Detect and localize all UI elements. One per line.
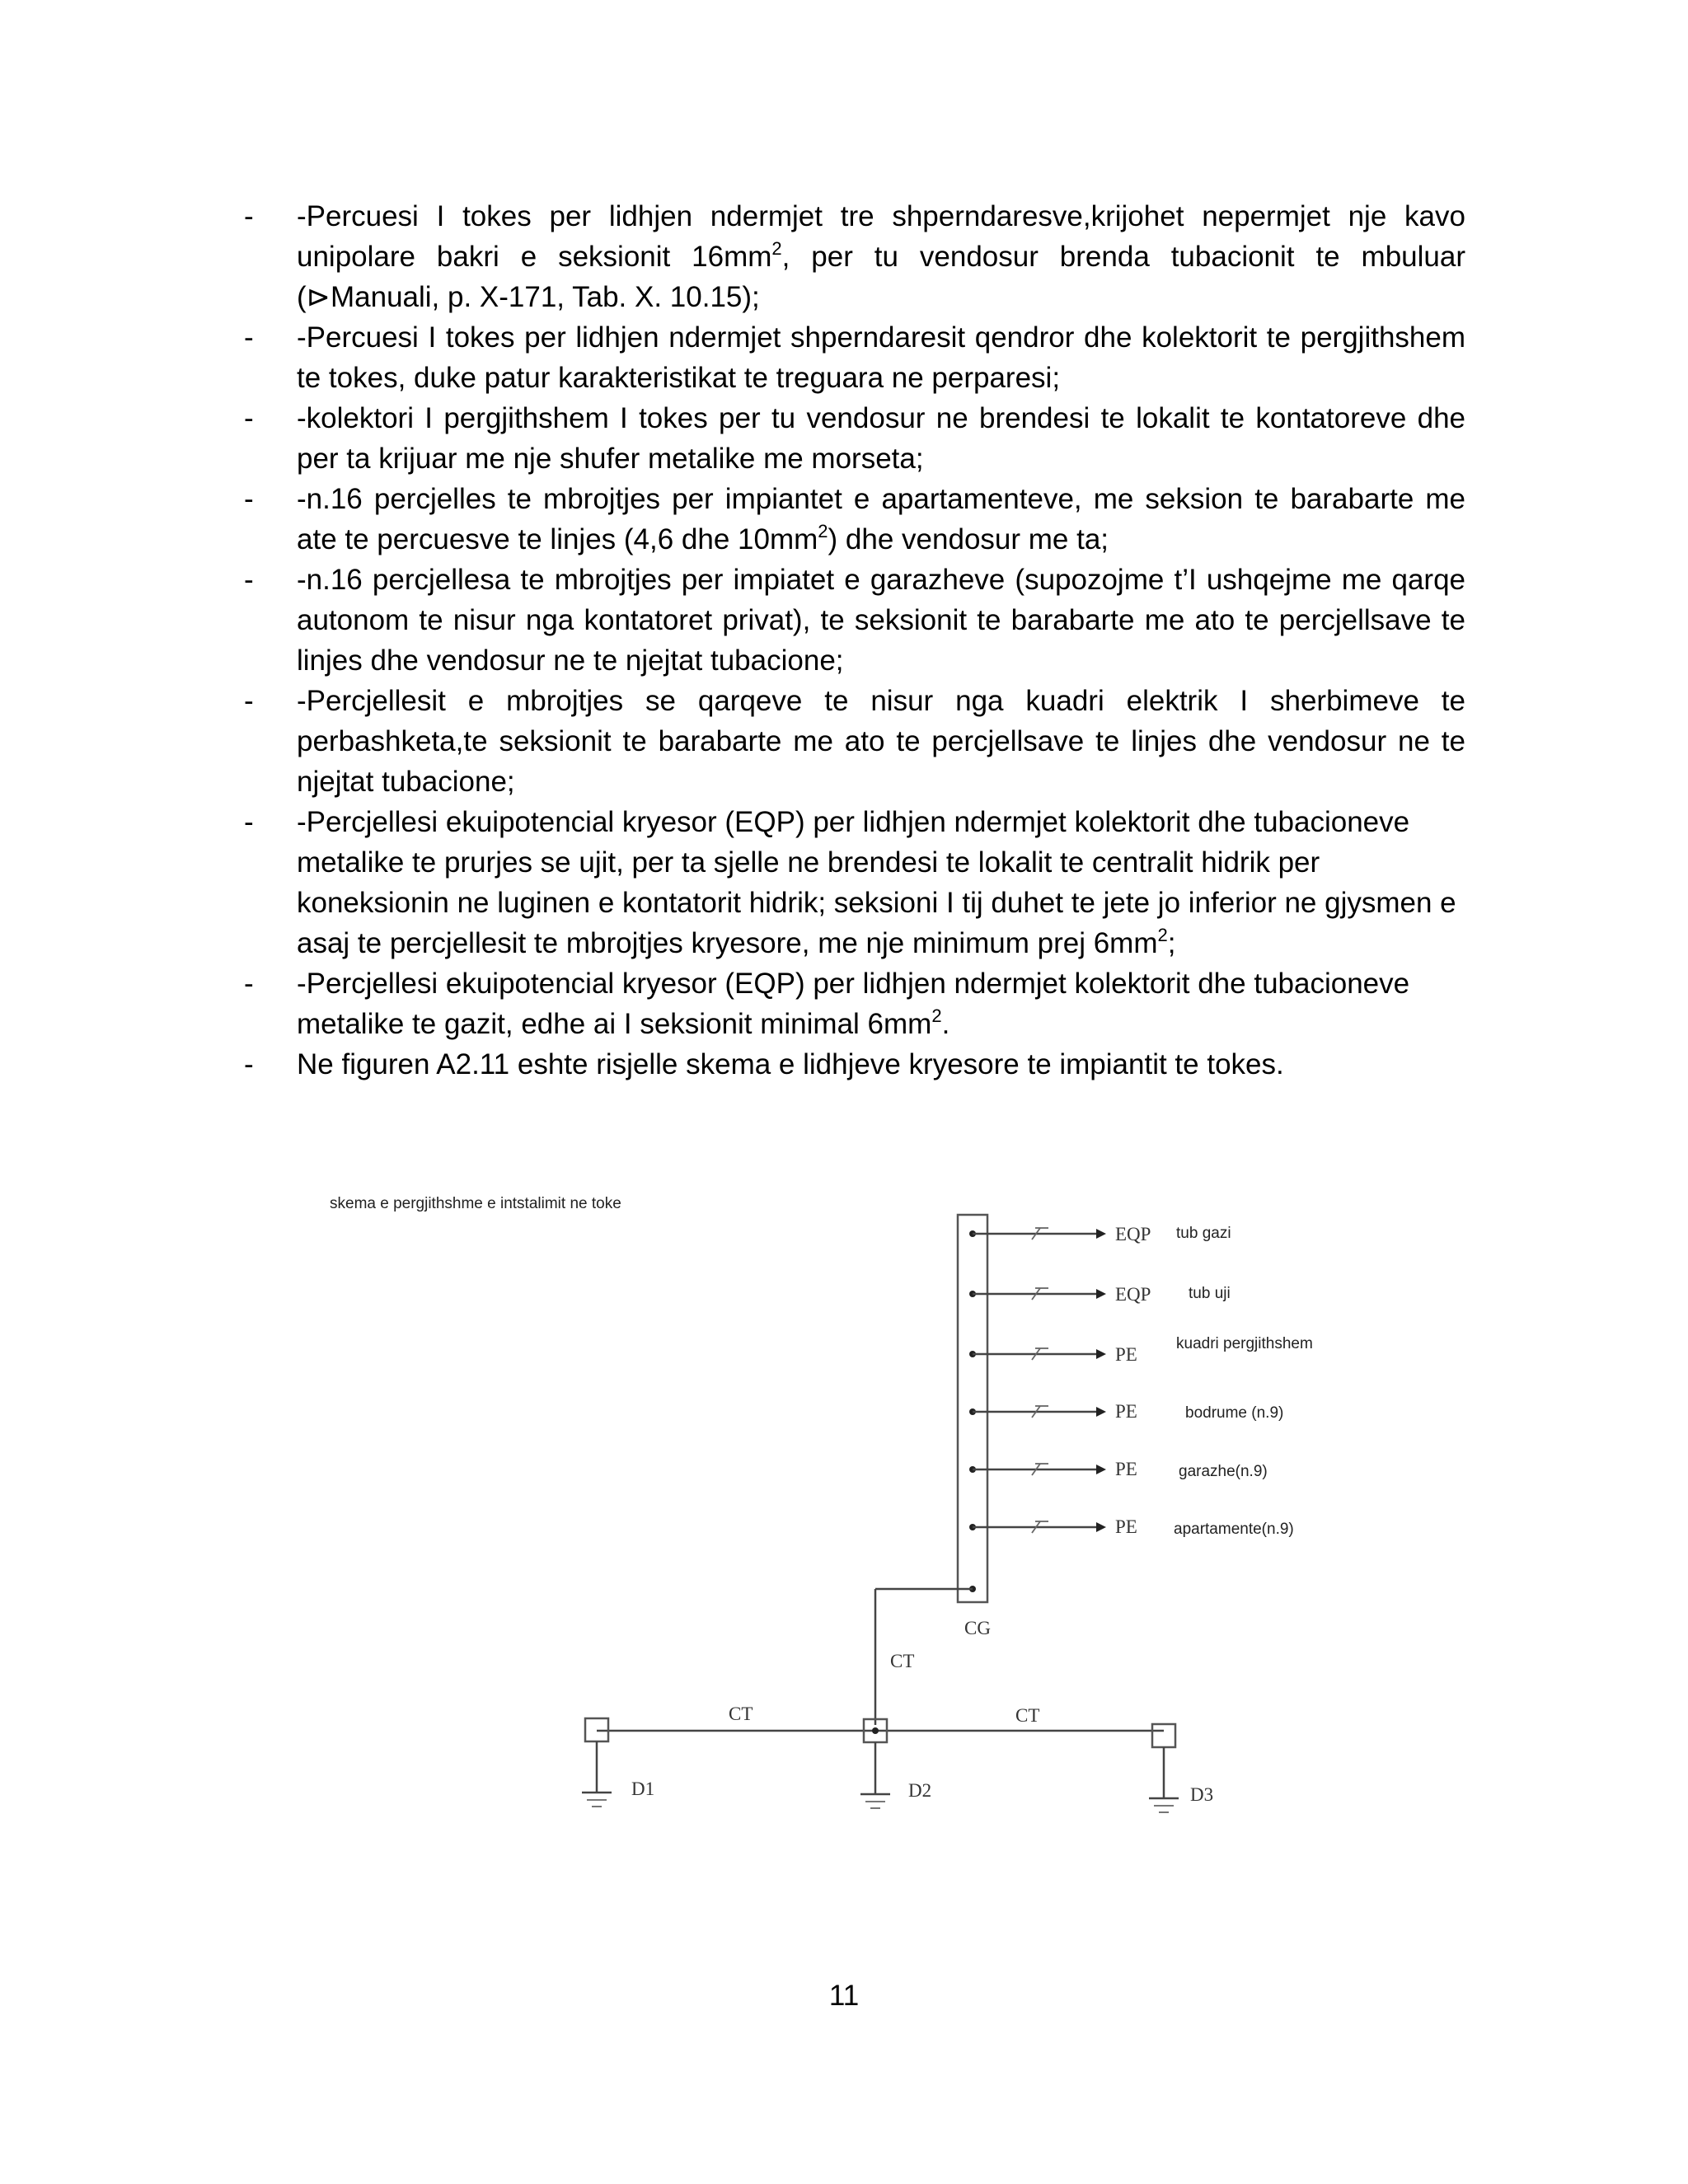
bullet-dash: -	[244, 483, 254, 515]
output-type: PE	[1115, 1401, 1137, 1422]
list-item: - -Percjellesit e mbrojtjes se qarqeve te nisur nga kuadri elektrik I sherbimeve te perbashketa,te seksionit te barabarte me ato te percjellsave te linjes dhe vendosur ne te njejtat tubacione;	[244, 681, 1465, 802]
bullet-dash: -	[244, 1048, 254, 1080]
bullet-dash: -	[244, 685, 254, 717]
ground-disperser	[860, 1719, 931, 1808]
list-item: - -n.16 percjelles te mbrojtjes per impiantet e apartamenteve, me seksion te barabarte me ate te percuesve te linjes (4,6 dhe $10mm^2$) dhe vendosur me ta;	[244, 479, 1465, 560]
output-row	[969, 1459, 1268, 1480]
list-item: - -Percjellesi ekuipotencial kryesor (EQP) per lidhjen ndermjet kolektorit dhe tubacioneve metalike te prurjes se ujit, per ta sjelle ne brendesi te lokalit te centralit hidrik per koneksionin ne luginen e kontatorit hidrik; seksioni I tij duhet te jete jo inferior ne gjysmen e asaj te percjellesit te mbrojtjes kryesore, me nje minimum prej $6mm^2$;	[244, 802, 1465, 963]
disperser-label: D2	[908, 1780, 932, 1801]
output-description: bodrume (n.9)	[1185, 1404, 1284, 1422]
output-type: PE	[1115, 1344, 1137, 1365]
output-type: PE	[1115, 1516, 1137, 1537]
list-item: - -Percuesi I tokes per lidhjen ndermjet tre shperndaresve,krijohet nepermjet nje kavo unipolare bakri e seksionit $16mm^2$, per tu vendosur brenda tubacionit te mbuluar (⊳Manuali, p. X-171, Tab. X. 10.15);	[244, 196, 1465, 317]
bullet-dash: -	[244, 968, 254, 1000]
bullet-list	[244, 196, 1465, 1085]
bullet-dash: -	[244, 402, 254, 434]
list-item: - -n.16 percjellesa te mbrojtjes per impiatet e garazheve (supozojme t’I ushqejme me qarqe autonom te nisur nga kontatoret privat), te seksionit te barabarte me ato te percjellsave te linjes dhe vendosur ne te njejtat tubacione;	[244, 560, 1465, 681]
output-description: tub gazi	[1176, 1225, 1231, 1242]
page-number: 11	[828, 1980, 860, 2012]
ct-label: CT	[729, 1704, 753, 1724]
output-description: tub uji	[1189, 1285, 1231, 1302]
output-row	[969, 1224, 1231, 1244]
list-item: - -Percuesi I tokes per lidhjen ndermjet shperndaresit qendror dhe kolektorit te pergjithshem te tokes, duke patur karakteristikat te treguara ne perparesi;	[244, 317, 1465, 398]
ct-label: CT	[890, 1651, 915, 1671]
figure-title: skema e pergjithshme e intstalimit ne toke	[330, 1195, 621, 1212]
bullet-dash: -	[244, 321, 254, 354]
grounding-schematic-figure	[321, 1187, 1360, 1912]
output-type: EQP	[1115, 1224, 1151, 1244]
output-type: PE	[1115, 1459, 1137, 1479]
output-row	[969, 1401, 1283, 1422]
list-item: - -Percjellesi ekuipotencial kryesor (EQP) per lidhjen ndermjet kolektorit dhe tubacioneve metalike te gazit, edhe ai I seksionit minimal $6mm^2$.	[244, 963, 1465, 1044]
ground-disperser	[1149, 1724, 1213, 1812]
output-description: garazhe(n.9)	[1179, 1463, 1268, 1480]
bullet-dash: -	[244, 806, 254, 838]
list-item: - -kolektori I pergjithshem I tokes per tu vendosur ne brendesi te lokalit te kontatoreve dhe per ta krijuar me nje shufer metalike me morseta;	[244, 398, 1465, 479]
disperser-label: D3	[1190, 1784, 1214, 1805]
collector-label: CG	[964, 1618, 991, 1638]
output-row	[969, 1516, 1294, 1538]
list-item: - Ne figuren A2.11 eshte risjelle skema e lidhjeve kryesore te impiantit te tokes.	[244, 1044, 1465, 1085]
disperser-label: D1	[631, 1779, 655, 1799]
output-row	[969, 1335, 1313, 1365]
bullet-dash: -	[244, 564, 254, 596]
bullet-dash: -	[244, 200, 254, 232]
output-description: kuadri pergjithshem	[1176, 1335, 1313, 1352]
ct-label: CT	[1015, 1705, 1040, 1726]
output-description: apartamente(n.9)	[1174, 1521, 1294, 1538]
output-type: EQP	[1115, 1284, 1151, 1305]
output-row	[969, 1284, 1231, 1305]
